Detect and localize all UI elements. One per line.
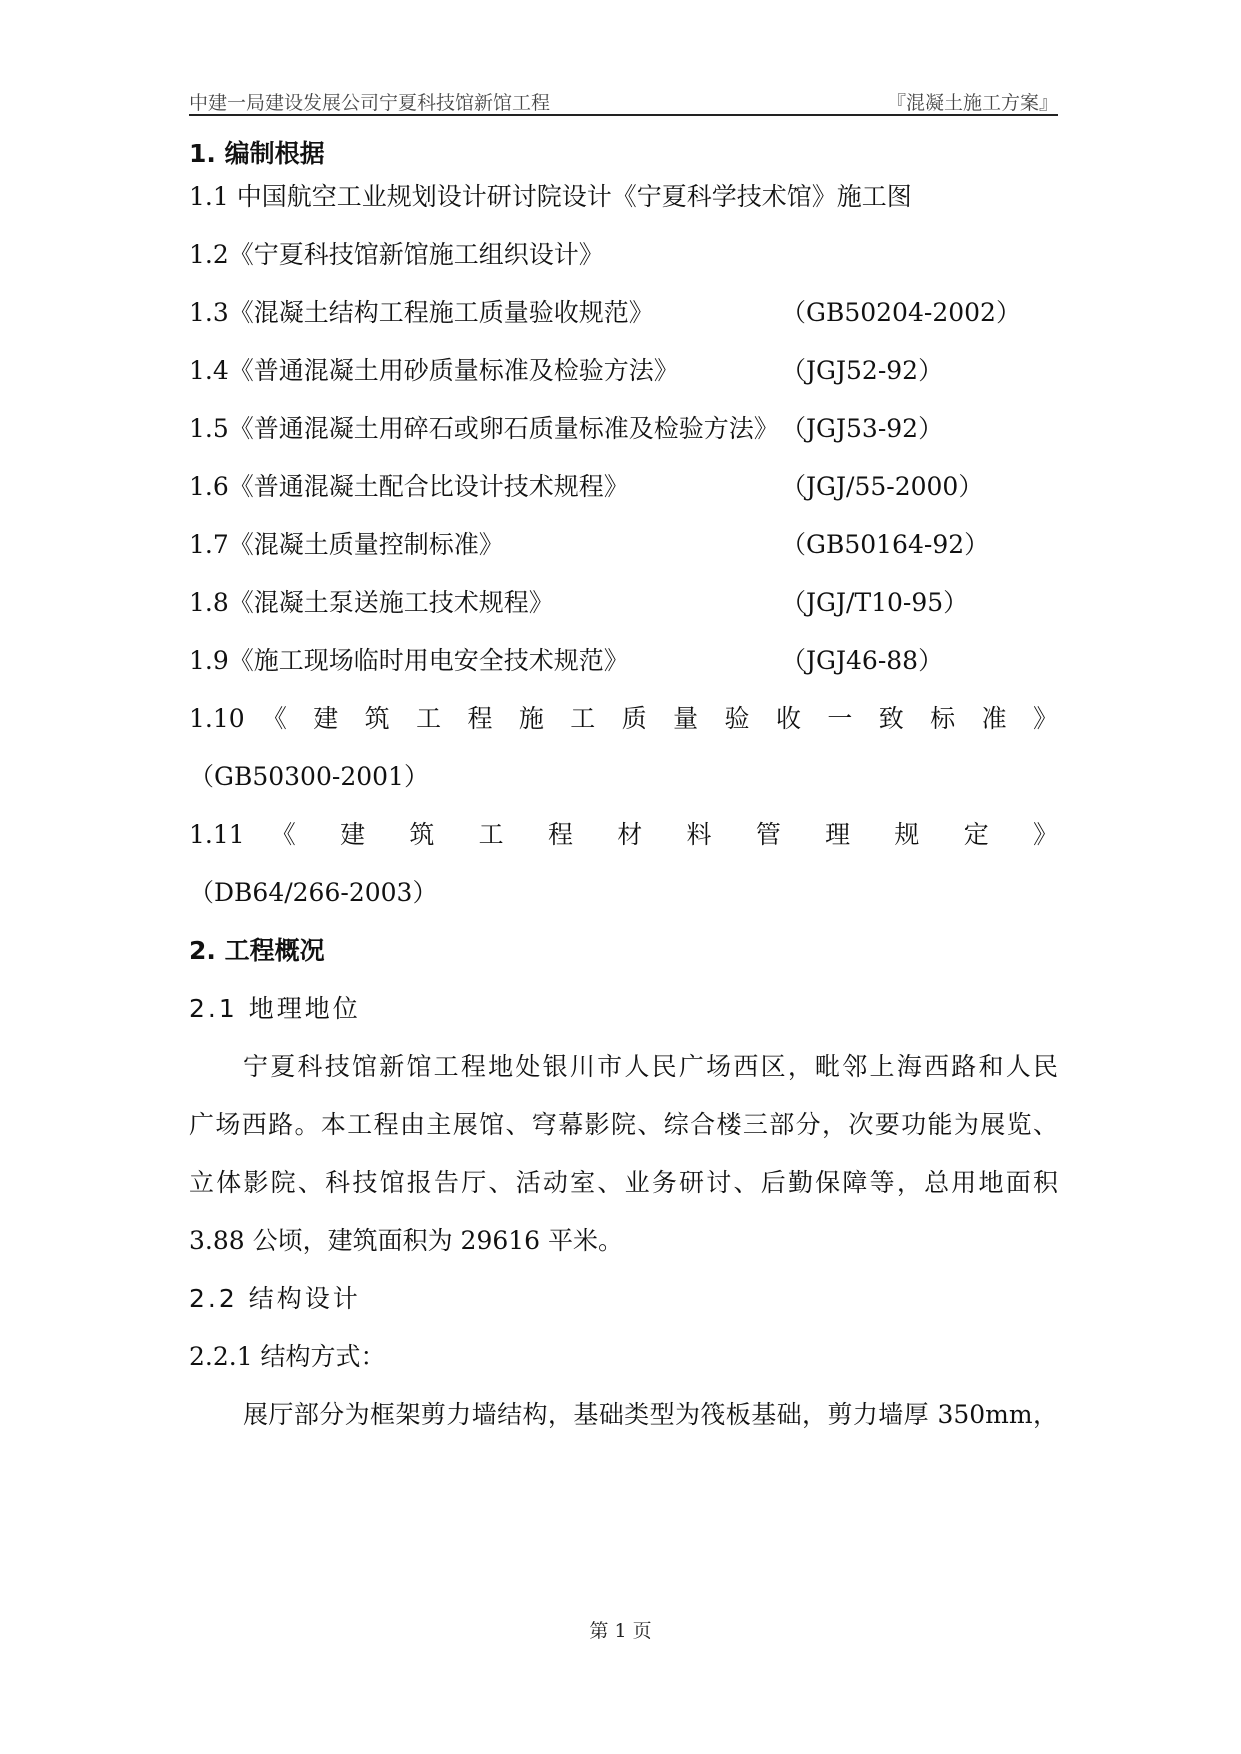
ref-item-code: （JGJ52-92） bbox=[781, 356, 944, 385]
ref-item-code: （JGJ53-92） bbox=[781, 414, 944, 443]
header-project-name: 中建一局建设发展公司宁夏科技馆新馆工程 bbox=[189, 92, 551, 114]
section-2-title: 2. 工程概况 bbox=[189, 936, 325, 965]
page-number: 第 1 页 bbox=[589, 1620, 652, 1642]
ref-item-code: （GB50204-2002） bbox=[781, 298, 1021, 327]
header-doc-title: 『混凝土施工方案』 bbox=[886, 92, 1058, 114]
ref-item-code: （JGJ/T10-95） bbox=[781, 588, 969, 617]
ref-item-1-4 bbox=[189, 354, 1058, 388]
section-2-2-title: 2.2 结构设计 bbox=[189, 1284, 361, 1313]
ref-item-1-11-line2: （DB64/266-2003） bbox=[189, 878, 438, 907]
section-2-2-1-title: 2.2.1 结构方式： bbox=[189, 1342, 386, 1371]
ref-item-1-11-line1: 1.11 《 建 筑 工 程 材 料 管 理 规 定 》 bbox=[189, 820, 1058, 849]
ref-item-1-8 bbox=[189, 586, 1058, 620]
ref-item-1-10-line1: 1.10 《 建 筑 工 程 施 工 质 量 验 收 一 致 标 准 》 bbox=[189, 704, 1058, 733]
ref-item-1-3 bbox=[189, 296, 1058, 330]
section-2-1-para-line3: 立体影院、科技馆报告厅、活动室、业务研讨、后勤保障等，总用地面积 bbox=[189, 1168, 1058, 1197]
ref-item-text: 1.1 中国航空工业规划设计研讨院设计《宁夏科学技术馆》施工图 bbox=[189, 182, 912, 211]
ref-item-text: 1.6《普通混凝土配合比设计技术规程》 bbox=[189, 472, 629, 501]
ref-item-1-1 bbox=[189, 180, 1058, 214]
ref-item-text: 1.4《普通混凝土用砂质量标准及检验方法》 bbox=[189, 356, 679, 385]
section-1-title: 1. 编制根据 bbox=[189, 139, 325, 168]
section-2-1-title: 2.1 地理地位 bbox=[189, 994, 361, 1023]
ref-item-text: 1.8《混凝土泵送施工技术规程》 bbox=[189, 588, 554, 617]
ref-item-text: 1.2《宁夏科技馆新馆施工组织设计》 bbox=[189, 240, 604, 269]
ref-item-text: 1.3《混凝土结构工程施工质量验收规范》 bbox=[189, 298, 654, 327]
section-2-2-1-para: 展厅部分为框架剪力墙结构，基础类型为筏板基础，剪力墙厚 350mm， bbox=[243, 1400, 1058, 1429]
section-2-1-para-line2: 广场西路。本工程由主展馆、穹幕影院、综合楼三部分，次要功能为展览、 bbox=[189, 1110, 1058, 1139]
page-header bbox=[189, 86, 1058, 116]
ref-item-text: 1.9《施工现场临时用电安全技术规范》 bbox=[189, 646, 629, 675]
ref-item-1-5 bbox=[189, 412, 1058, 446]
ref-item-1-7 bbox=[189, 528, 1058, 562]
ref-item-1-9 bbox=[189, 644, 1058, 678]
section-2-1-para-line4: 3.88 公顷，建筑面积为 29616 平米。 bbox=[189, 1226, 624, 1255]
ref-item-1-6 bbox=[189, 470, 1058, 504]
ref-item-code: （JGJ/55-2000） bbox=[781, 472, 984, 501]
ref-item-1-2 bbox=[189, 238, 1058, 272]
ref-item-code: （GB50164-92） bbox=[781, 530, 990, 559]
ref-item-1-10-line2: （GB50300-2001） bbox=[189, 762, 429, 791]
ref-item-code: （JGJ46-88） bbox=[781, 646, 944, 675]
ref-item-text: 1.5《普通混凝土用碎石或卵石质量标准及检验方法》 bbox=[189, 414, 779, 443]
ref-item-text: 1.7《混凝土质量控制标准》 bbox=[189, 530, 504, 559]
section-2-1-para-line1: 宁夏科技馆新馆工程地处银川市人民广场西区，毗邻上海西路和人民 bbox=[243, 1052, 1058, 1081]
